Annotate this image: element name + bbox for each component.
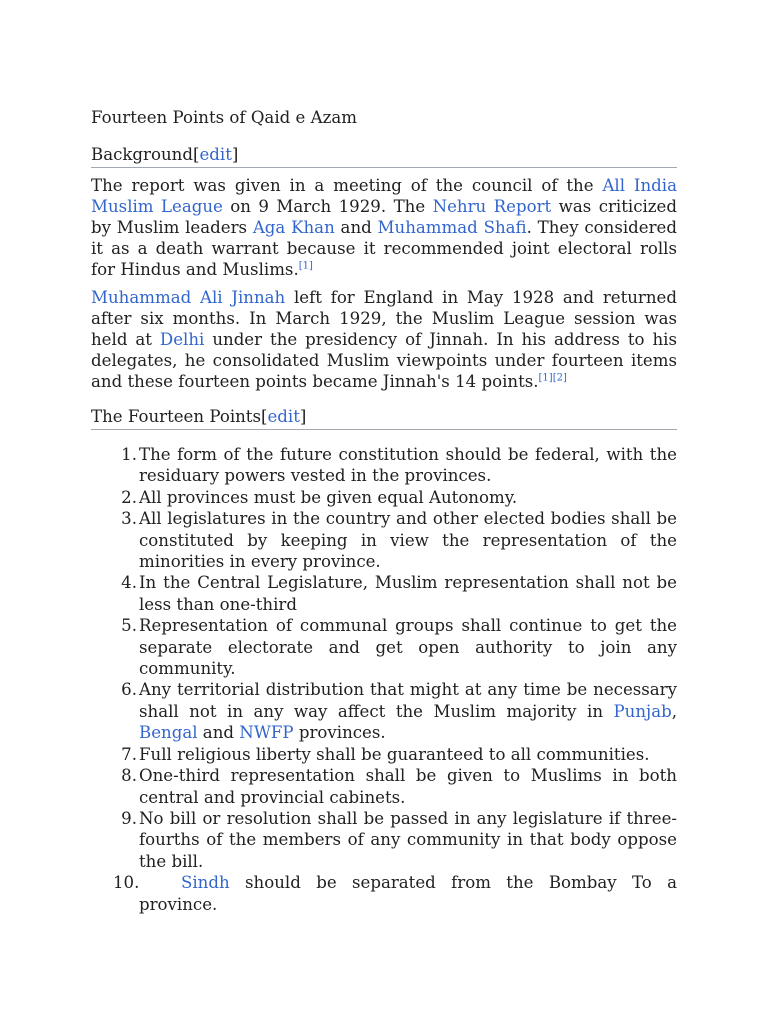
paragraph-text: on 9 March 1929. The — [222, 197, 433, 216]
list-item — [91, 615, 677, 679]
background-heading-text: Background — [91, 145, 193, 164]
list-item — [91, 744, 677, 765]
link-bengal[interactable]: Bengal — [139, 723, 198, 743]
edit-bracket-open: [ — [192, 145, 200, 164]
reference-link-1[interactable]: [1] — [298, 260, 313, 272]
link-all-india-muslim-league[interactable]: All India Muslim League — [91, 176, 677, 216]
background-heading — [91, 144, 677, 168]
reference-link-1[interactable]: [1] — [538, 372, 553, 384]
list-number: 1. — [121, 445, 137, 464]
list-item — [91, 679, 677, 743]
fourteen-points-edit-link[interactable]: edit — [267, 407, 300, 426]
list-item-text: Representation of communal groups shall continue to get the separate electorate and get open authority to join any community. — [139, 616, 677, 679]
fourteen-points-heading-text: The Fourteen Points — [91, 407, 261, 426]
list-number: 6. — [121, 680, 137, 700]
link-muhammad-ali-jinnah[interactable]: Muhammad Ali Jinnah — [91, 288, 286, 307]
fourteen-points-heading — [91, 406, 677, 430]
list-item-text: Any territorial distribution that might at any time be necessary shall not in any way affect the Muslim majority in — [139, 680, 677, 721]
list-item-text: All provinces must be given equal Autonomy. — [139, 487, 518, 507]
list-number: 7. — [121, 744, 137, 764]
paragraph-text: left for England in May 1928 and returned after six months. In March 1929, the Muslim League session was held at — [91, 288, 677, 349]
list-item-text: and — [197, 723, 240, 743]
edit-bracket-close: ] — [231, 145, 239, 164]
fourteen-points-list — [91, 444, 677, 915]
list-number: 3. — [121, 509, 137, 529]
background-edit-link[interactable]: edit — [199, 145, 232, 164]
edit-bracket-close: ] — [299, 407, 307, 426]
link-delhi[interactable]: Delhi — [159, 330, 205, 349]
list-item — [91, 444, 677, 487]
link-sindh[interactable]: Sindh — [181, 873, 230, 893]
reference-link-2[interactable]: [2] — [552, 372, 567, 384]
background-paragraph-2 — [91, 287, 677, 392]
paragraph-text: was criticized by Muslim leaders — [91, 197, 677, 237]
list-item — [91, 572, 677, 615]
background-paragraph-1 — [91, 175, 677, 280]
list-item — [91, 872, 677, 915]
list-item-text: , — [671, 701, 677, 721]
link-nwfp[interactable]: NWFP — [239, 723, 294, 743]
list-item — [91, 487, 677, 508]
list-number: 2. — [121, 487, 137, 507]
paragraph-text: under the presidency of Jinnah. In his address to his delegates, he consolidated Muslim viewpoints under fourteen items and these fourteen points became Jinnah's 14 points. — [91, 330, 677, 391]
link-nehru-report[interactable]: Nehru Report — [432, 197, 552, 216]
list-item — [91, 765, 677, 808]
list-number: 10. — [113, 873, 140, 893]
list-item-lead — [139, 873, 230, 892]
paragraph-text: . They considered it as a death warrant because it recommended joint electoral rolls for Hindus and Muslims. — [91, 218, 677, 279]
edit-bracket-open: [ — [261, 407, 268, 426]
list-item-text: should be separated from the Bombay To a province. — [139, 873, 677, 914]
link-muhammad-shafi[interactable]: Muhammad Shafi — [377, 218, 527, 237]
list-item-text: In the Central Legislature, Muslim representation shall not be less than one-third — [139, 573, 677, 614]
list-item — [91, 808, 677, 872]
list-item — [91, 508, 677, 572]
document-title: Fourteen Points of Qaid e Azam — [91, 108, 357, 127]
list-number: 4. — [121, 573, 137, 593]
list-number: 8. — [121, 766, 137, 786]
paragraph-text: The report was given in a meeting of the council of the — [91, 176, 603, 195]
paragraph-text: and — [334, 218, 378, 237]
list-item-text: No bill or resolution shall be passed in any legislature if three-fourths of the members of any community in that body oppose the bill. — [139, 808, 677, 871]
list-item-text: The form of the future constitution should be federal, with the residuary powers vested in the provinces. — [139, 445, 677, 486]
list-item-text: One-third representation shall be given to Muslims in both central and provincial cabinets. — [139, 766, 677, 807]
document-page — [91, 107, 677, 915]
list-item-text: provinces. — [293, 723, 386, 743]
list-number: 9. — [121, 808, 137, 828]
link-punjab[interactable]: Punjab — [613, 701, 672, 721]
link-aga-khan[interactable]: Aga Khan — [252, 218, 335, 237]
list-number: 5. — [121, 616, 137, 636]
list-item-text: Full religious liberty shall be guaranteed to all communities. — [139, 744, 650, 764]
list-item-text: All legislatures in the country and other elected bodies shall be constituted by keeping in view the representation of the minorities in every province. — [139, 509, 677, 572]
